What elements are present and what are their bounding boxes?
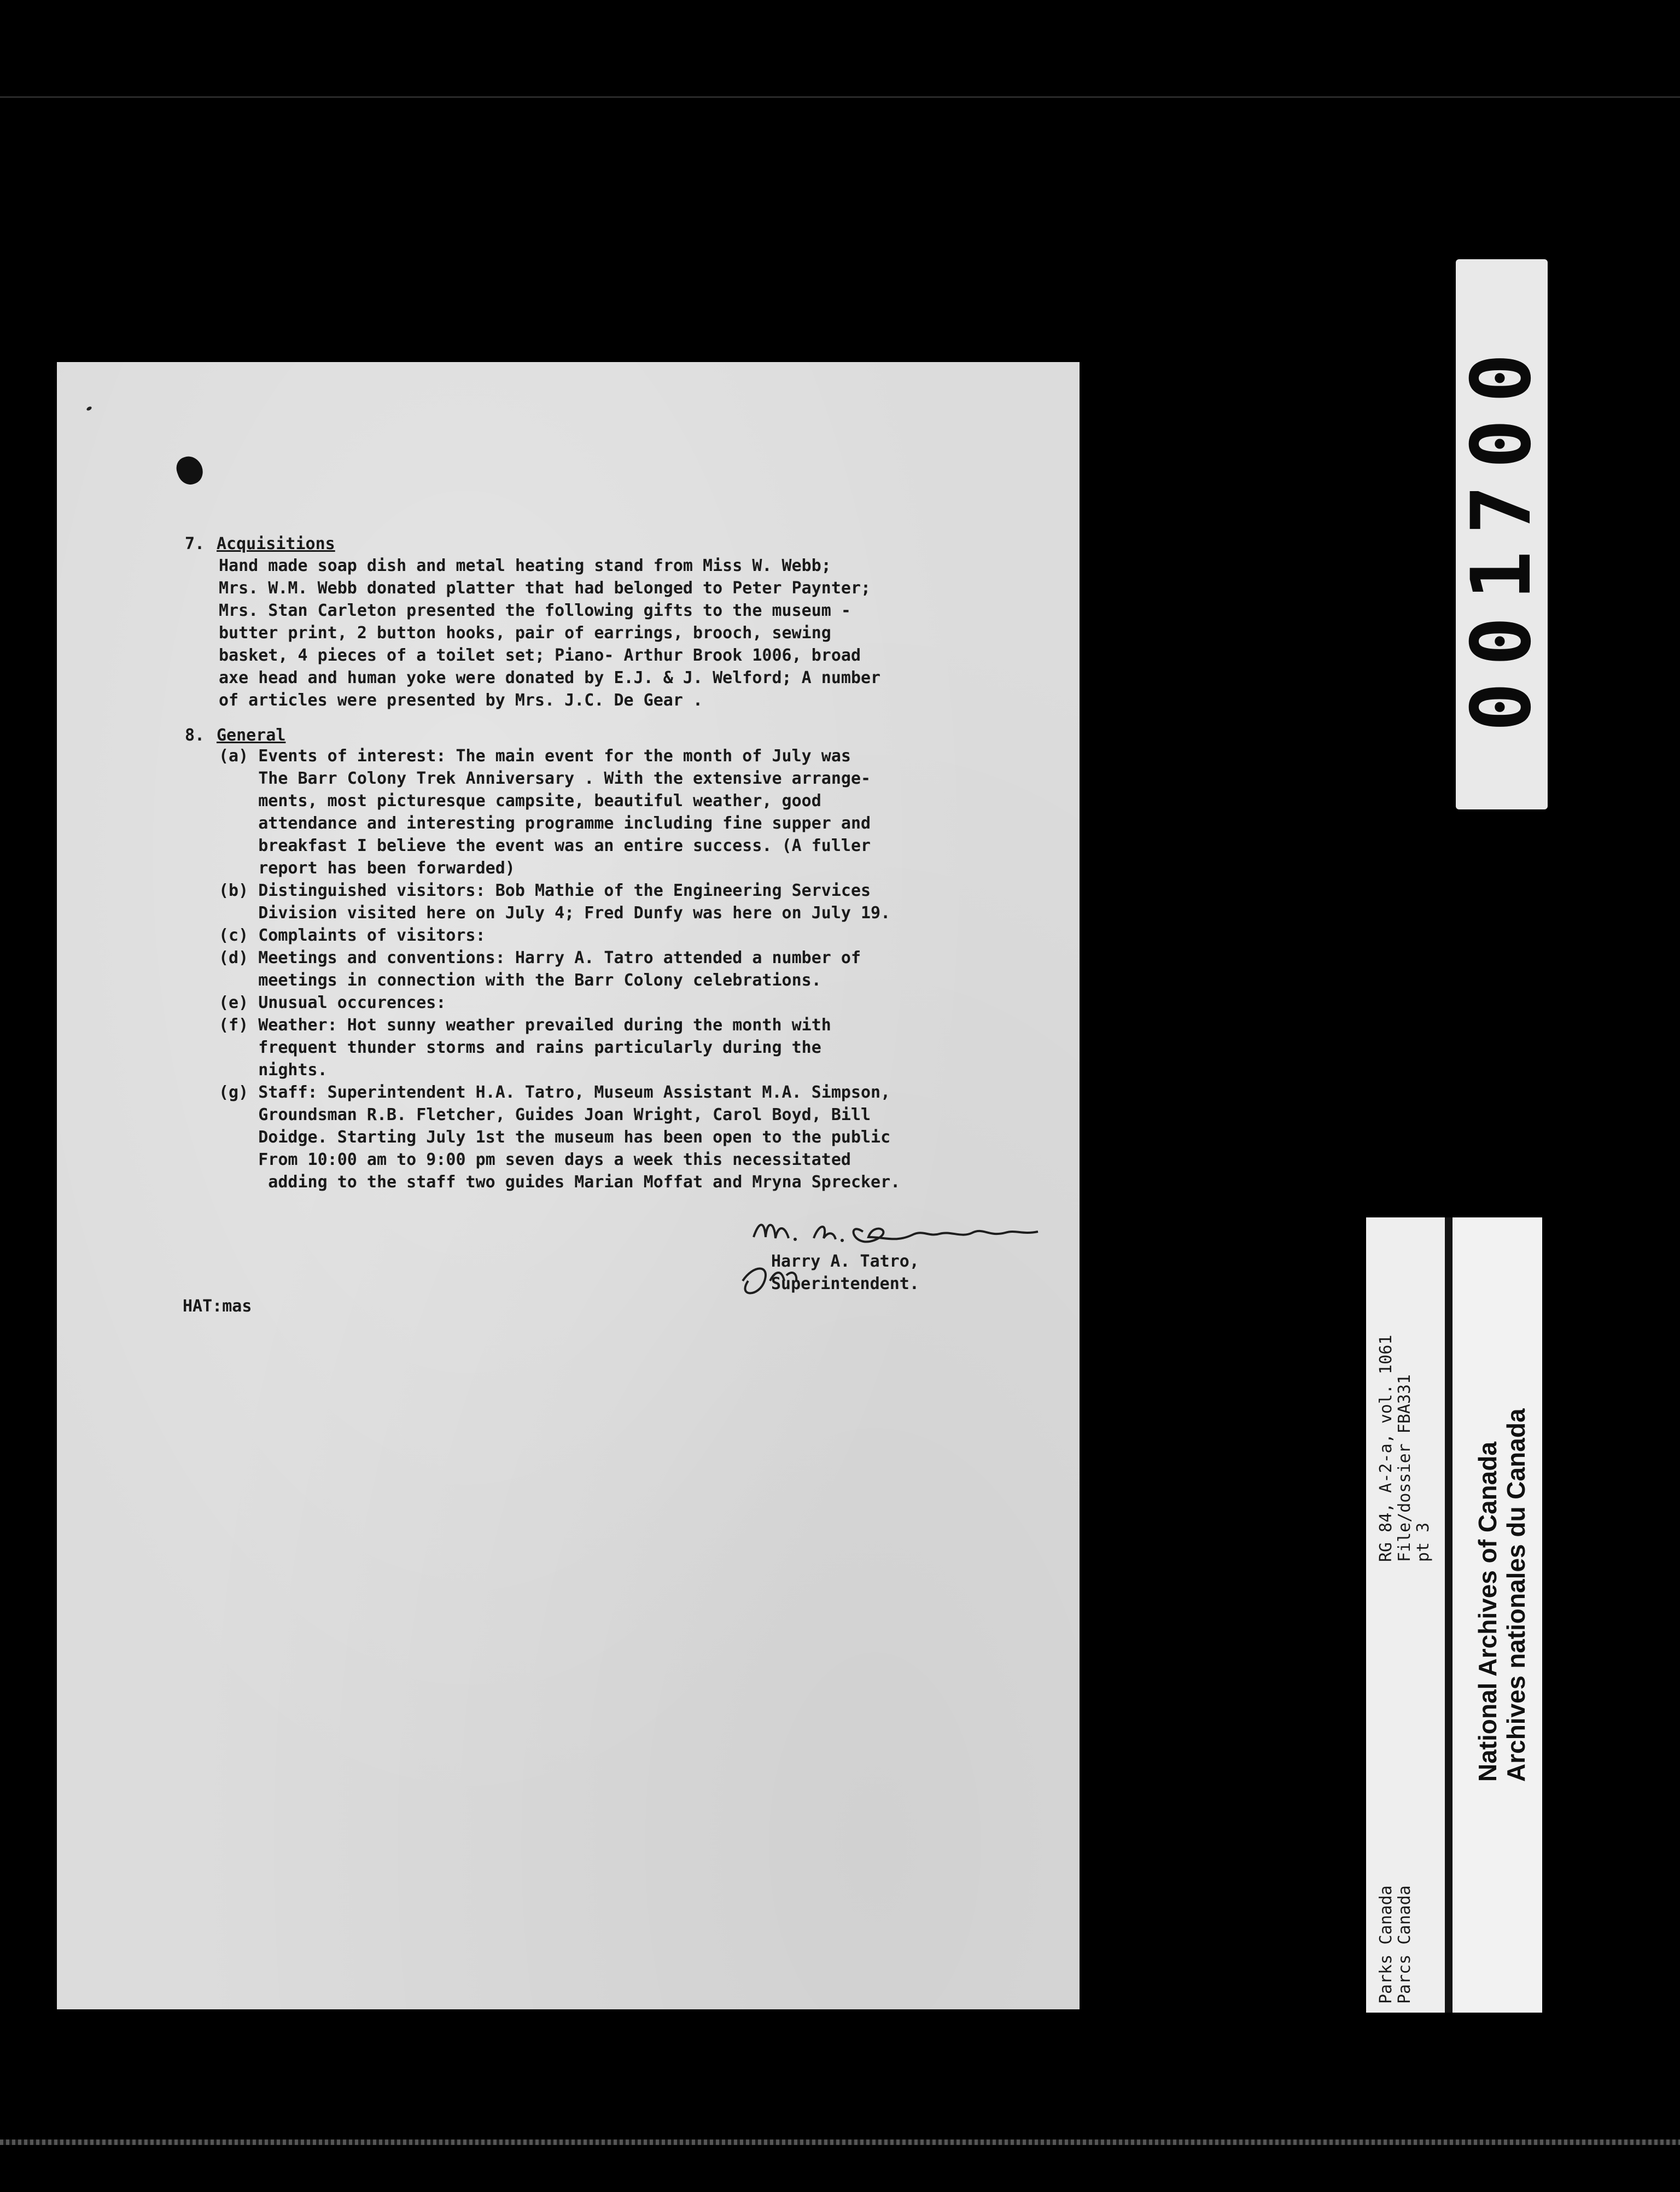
microfilm-frame-strip (1456, 259, 1548, 809)
document-page (57, 362, 1080, 2009)
section-7-title: Acquisitions (217, 534, 335, 553)
archives-brand (1473, 1408, 1530, 1782)
brand-french: Archives nationales du Canada (1502, 1408, 1530, 1782)
top-border-rule (0, 96, 1680, 98)
label-reference (1377, 1335, 1433, 1562)
section-8-number: 8. (185, 726, 205, 745)
section-8-title: General (217, 726, 286, 745)
closing-name: Harry A. Tatro, (771, 1252, 919, 1271)
punch-hole-mark (173, 453, 206, 488)
typist-initials: HAT:mas (183, 1297, 252, 1316)
reference-line-3: pt 3 (1414, 1522, 1433, 1562)
closing-title: Superintendent. (771, 1274, 919, 1293)
ink-speck (86, 406, 92, 411)
label-organization (1377, 1885, 1414, 2004)
bottom-border-rule (0, 2139, 1680, 2145)
org-french: Parcs Canada (1395, 1885, 1414, 2004)
reference-line-1: RG 84, A-2-a, vol. 1061 (1376, 1334, 1396, 1562)
section-7-body: Hand made soap dish and metal heating stand from Miss W. Webb; Mrs. W.M. Webb donated platter that had belonged to Peter Paynter; Mrs. Stan Carleton presented the following gifts to the museum - butter print, 2 button hooks, pair of earrings, brooch, sewing basket, 4 pieces of a toilet set; Piano- Arthur Brook 1006, broad axe head and human yoke were donated by E.J. & J. Welford; A number of articles were presented by Mrs. J.C. De Gear . (219, 556, 881, 710)
org-english: Parks Canada (1376, 1885, 1396, 2004)
reference-line-2: File/dossier FBA331 (1395, 1374, 1414, 1562)
label-divider (1445, 1217, 1452, 2013)
section-8-items: (a) Events of interest: The main event for the month of July was The Barr Colony Trek Anniversary . With the extensive arrange- ments, most picturesque campsite, beautiful weather, good attendance and interesting programme including fine supper and breakfast I believe the event was an entire success. (A fuller report has been forwarded) (b) Distinguished visitors: Bob Mathie of the Engineering Services Division visited here on July 4; Fred Dunfy was here on July 19. (c) Complaints of visitors: (d) Meetings and conventions: Harry A. Tatro attended a number of meetings in connection with the Barr Colony celebrations. (e) Unusual occurences: (f) Weather: Hot sunny weather prevailed during the month with frequent thunder storms and rains particularly during the nights. (g) Staff: Superintendent H.A. Tatro, Museum Assistant M.A. Simpson, Groundsman R.B. Fletcher, Guides Joan Wright, Carol Boyd, Bill Doidge. Starting July 1st the museum has been open to the public From 10:00 am to 9:00 pm seven days a week this necessitated adding to the staff two guides Marian Moffat and Mryna Sprecker. (219, 747, 901, 1192)
closing-block (771, 1250, 919, 1295)
brand-english: National Archives of Canada (1473, 1441, 1502, 1782)
frame-number: 001700 (1454, 337, 1549, 732)
section-7-number: 7. (185, 534, 205, 553)
